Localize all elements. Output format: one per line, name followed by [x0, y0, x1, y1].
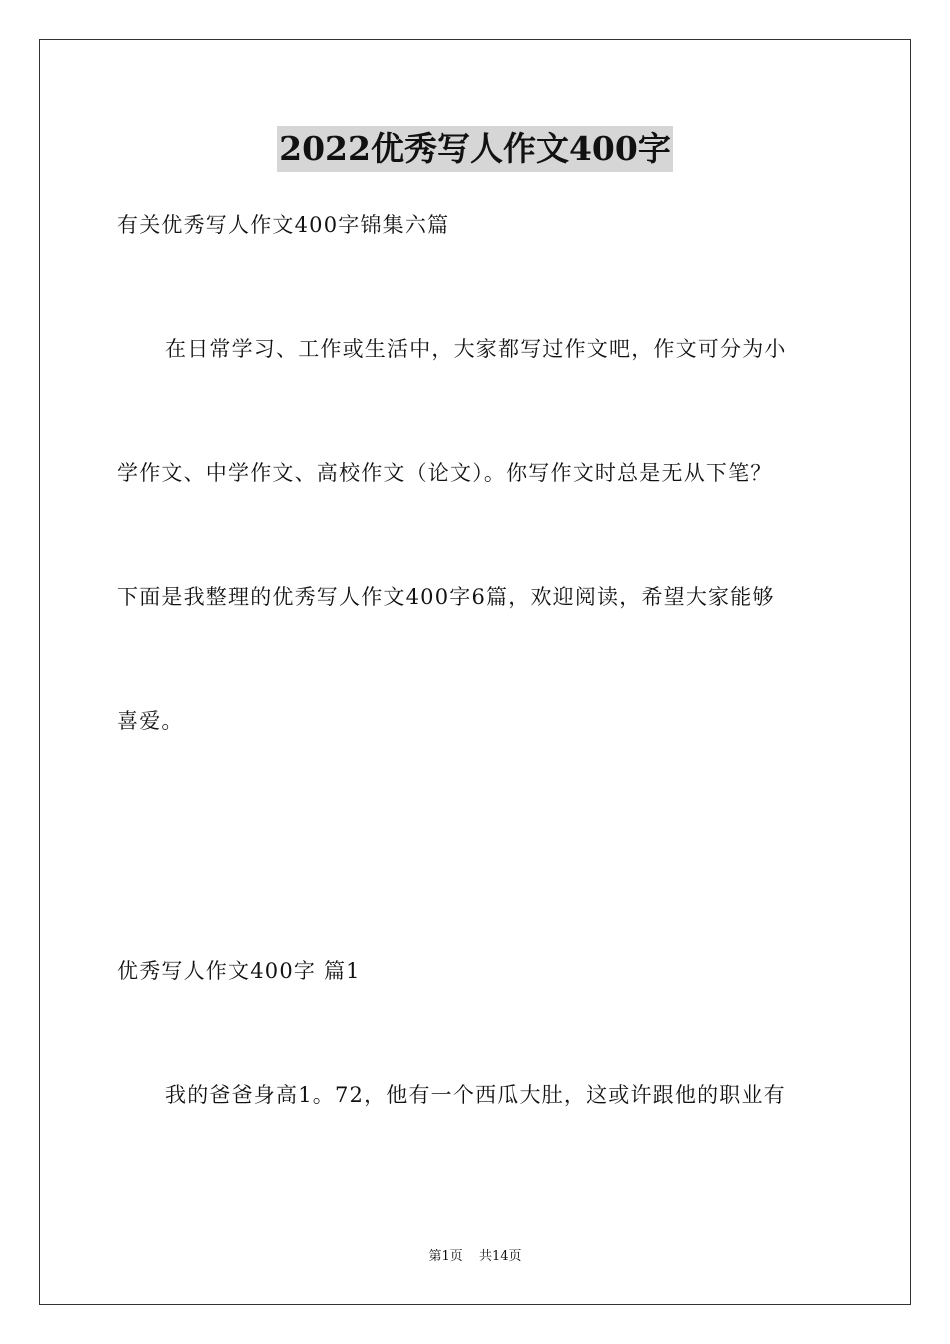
page-number: 第1页 [428, 1249, 463, 1264]
title-container [0, 126, 950, 172]
page-total: 共14页 [478, 1249, 522, 1264]
intro-line-1: 在日常学习、工作或生活中，大家都写过作文吧，作文可分为小 [165, 337, 787, 361]
intro-line-4: 喜爱。 [117, 709, 184, 733]
section-heading: 优秀写人作文400字 篇1 [117, 959, 361, 983]
intro-line-2: 学作文、中学作文、高校作文（论文）。你写作文时总是无从下笔？ [117, 461, 773, 485]
document-subtitle: 有关优秀写人作文400字锦集六篇 [117, 213, 450, 237]
document-title: 2022优秀写人作文400字 [277, 126, 673, 172]
section-first-line: 我的爸爸身高1。72，他有一个西瓜大肚，这或许跟他的职业有 [165, 1083, 786, 1107]
page-footer [0, 1248, 950, 1266]
intro-line-3: 下面是我整理的优秀写人作文400字6篇，欢迎阅读，希望大家能够 [117, 585, 775, 609]
